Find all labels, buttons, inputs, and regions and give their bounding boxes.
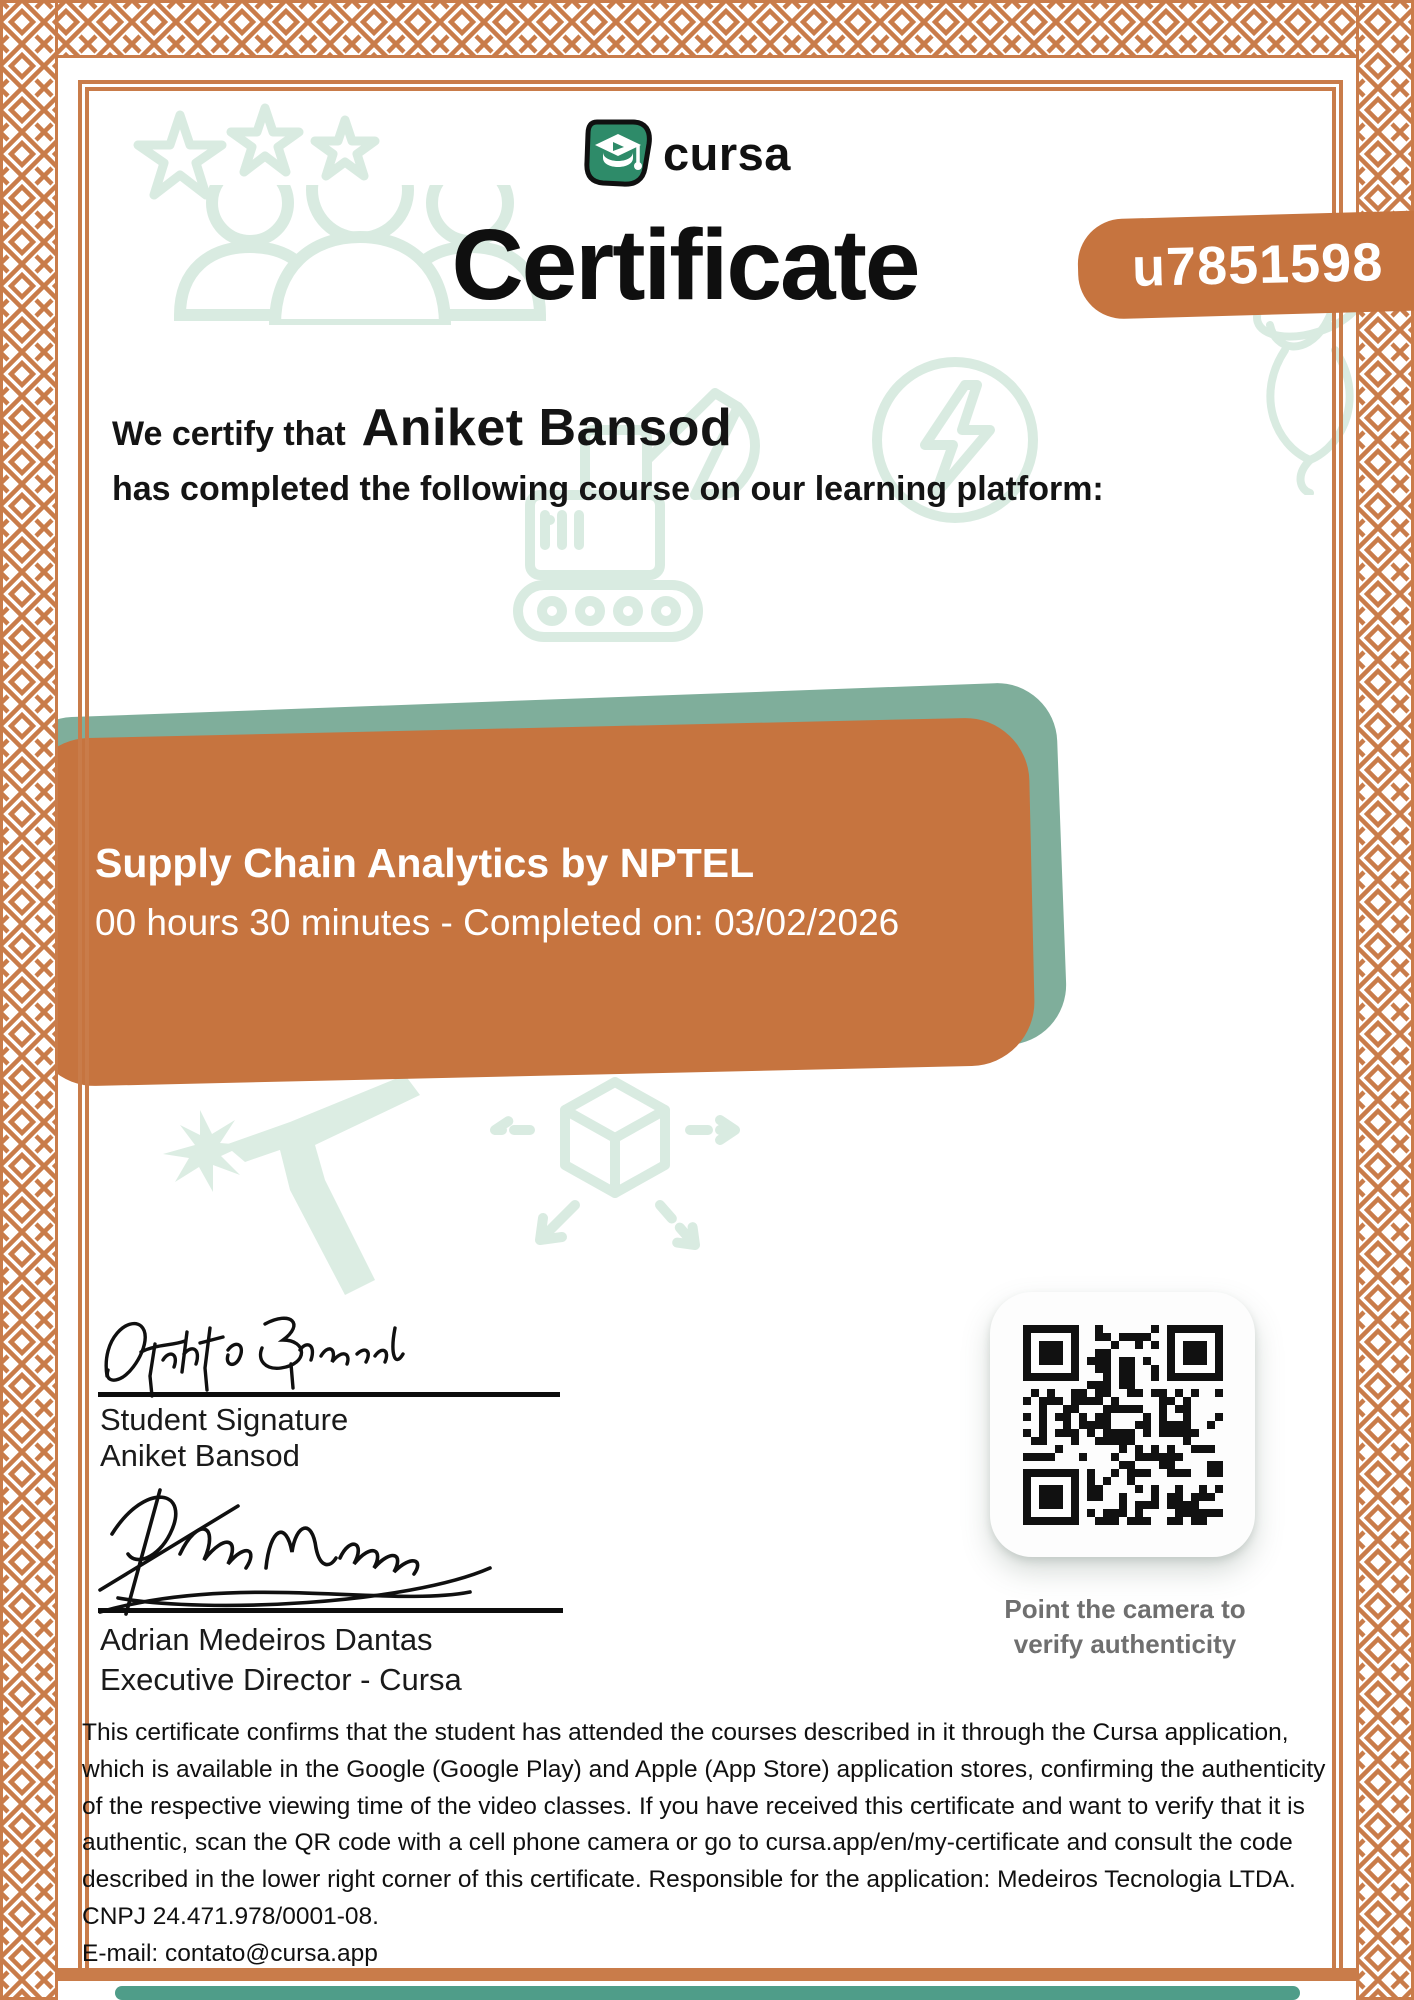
footer-email: E-mail: contato@cursa.app: [82, 1939, 378, 1967]
director-signature-role: Executive Director - Cursa: [100, 1662, 462, 1697]
director-signature-line: [98, 1608, 563, 1613]
brand-logo: [0, 118, 1394, 188]
border-pattern-top: [0, 0, 1414, 58]
student-signature-line: [98, 1392, 560, 1397]
student-name: Aniket Bansod: [361, 399, 733, 457]
director-signature-image: [88, 1472, 518, 1622]
course-name: Supply Chain Analytics by NPTEL: [95, 840, 755, 886]
qr-card: [990, 1292, 1255, 1557]
qr-code: [1023, 1325, 1223, 1525]
certificate-id-text: u7851598: [1131, 232, 1385, 298]
intro-prefix: We certify that: [112, 415, 346, 453]
welding-torch-watermark-icon: [75, 1050, 535, 1330]
director-signature-name: Adrian Medeiros Dantas: [100, 1622, 433, 1657]
qr-caption-line2: verify authenticity: [1013, 1629, 1237, 1660]
qr-caption-line1: Point the camera to: [1004, 1594, 1246, 1624]
brand-wordmark: cursa: [663, 126, 791, 180]
intro-line2: has completed the following course on our learning platform:: [112, 470, 1104, 508]
student-signature-name: Aniket Bansod: [100, 1438, 300, 1473]
course-details: 00 hours 30 minutes - Completed on: 03/02/2026: [95, 902, 900, 943]
qr-caption: [975, 1592, 1275, 1662]
intro-block: [112, 398, 1104, 509]
footer-text-block: [82, 1715, 1350, 1972]
certificate-id-badge: [1077, 210, 1414, 320]
certificate-title: Certificate: [451, 209, 919, 321]
bottom-teal-bar: [115, 1986, 1300, 2000]
graduation-cap-logo-icon: [583, 118, 653, 188]
student-signature-role: Student Signature: [100, 1402, 349, 1437]
footer-text: This certificate confirms that the student has attended the courses described in it through the Cursa application, which is available in the Google (Google Play) and Apple (App Store) application stores, confirming the authenticity of the respective viewing time of the video classes. If you have received this certificate and want to verify that it is authentic, scan the QR code with a cell phone camera or go to cursa.app/en/my-certificate and consult the code described in the lower right corner of this certificate. Responsible for the application: Medeiros Tecnologia LTDA. CNPJ 24.471.978/0001-08.: [82, 1719, 1326, 1930]
